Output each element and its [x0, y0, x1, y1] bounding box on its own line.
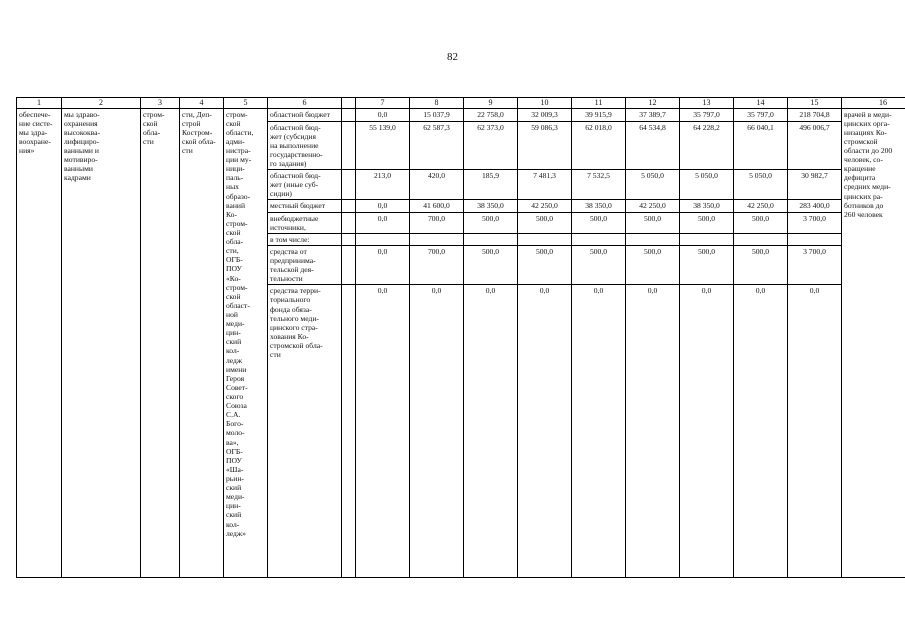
value-cell: 15 037,9 — [410, 108, 464, 121]
value-cell: 213,0 — [356, 170, 410, 200]
value-cell: 500,0 — [572, 245, 626, 284]
value-cell: 66 040,1 — [734, 121, 788, 170]
total-cell: 283 400,0 — [788, 200, 842, 212]
funding-source-cell: местный бюджет — [268, 200, 342, 212]
total-cell: 218 704,8 — [788, 108, 842, 121]
value-cell: 420,0 — [410, 170, 464, 200]
funding-source-cell: средства терри- ториального фонда обяза- тельного меди- цинского стра- хования Ко- стромской обла- сти — [268, 285, 342, 578]
funding-source-cell: областной бюд- жет (субсидия на выполнение государственно- го задания) — [268, 121, 342, 170]
value-cell: 500,0 — [518, 245, 572, 284]
expected-result-cell: врачей в меди- цинских орга- низациях Ко- стромской области до 200 человек, со- кращение дефицита средних меди- цинских ра- ботников до 260 человек — [842, 108, 905, 578]
coexecutor-cell: сти, Деп- строй Костром- ской обла- сти — [180, 108, 224, 578]
total-cell: 496 006,7 — [788, 121, 842, 170]
funding-source-cell: в том числе: — [268, 233, 342, 245]
value-cell: 500,0 — [464, 212, 518, 233]
column-header: 12 — [626, 98, 680, 109]
value-cell: 500,0 — [680, 245, 734, 284]
value-cell — [464, 233, 518, 245]
column-header: 16 — [842, 98, 905, 109]
column-header: 15 — [788, 98, 842, 109]
value-cell: 42 250,0 — [734, 200, 788, 212]
funding-source-cell: внебюджетные источники, — [268, 212, 342, 233]
spacer-cell — [342, 200, 356, 212]
participants-cell: стром- ской области, адми- нистра- ции му- ници- паль- ных образо- ваний Ко- стром- ской обла- сти, ОГБ- ПОУ «Ко- стром- ской област- ной меди- цин- ский кол- ледж имени Героя Совет- ского Союза С.А. Бого- моло- ва», ОГБ- ПОУ «Ша- рьин- ский меди- цин- ский кол- ледж» — [224, 108, 268, 578]
value-cell: 500,0 — [518, 212, 572, 233]
value-cell: 0,0 — [356, 200, 410, 212]
value-cell: 0,0 — [356, 245, 410, 284]
value-cell — [626, 233, 680, 245]
value-cell: 64 534,8 — [626, 121, 680, 170]
column-header: 13 — [680, 98, 734, 109]
value-cell: 7 481,3 — [518, 170, 572, 200]
column-header: 3 — [141, 98, 180, 109]
column-header: 9 — [464, 98, 518, 109]
value-cell: 35 797,0 — [680, 108, 734, 121]
column-header: 1 — [17, 98, 62, 109]
value-cell: 7 532,5 — [572, 170, 626, 200]
value-cell: 0,0 — [572, 285, 626, 578]
value-cell: 500,0 — [680, 212, 734, 233]
table-row — [17, 108, 905, 121]
value-cell: 700,0 — [410, 212, 464, 233]
value-cell: 0,0 — [626, 285, 680, 578]
value-cell: 700,0 — [410, 245, 464, 284]
total-cell: 30 982,7 — [788, 170, 842, 200]
value-cell: 500,0 — [464, 245, 518, 284]
value-cell: 62 018,0 — [572, 121, 626, 170]
value-cell: 0,0 — [410, 285, 464, 578]
value-cell — [410, 233, 464, 245]
value-cell — [572, 233, 626, 245]
spacer-cell — [342, 285, 356, 578]
column-number-row — [17, 98, 905, 109]
total-cell — [788, 233, 842, 245]
value-cell: 5 050,0 — [680, 170, 734, 200]
task-cell: обеспече- ние систе- мы здра- воохране- ния» — [17, 108, 62, 578]
spacer-cell — [342, 212, 356, 233]
value-cell: 500,0 — [626, 245, 680, 284]
value-cell — [680, 233, 734, 245]
value-cell: 55 139,0 — [356, 121, 410, 170]
value-cell: 64 228,2 — [680, 121, 734, 170]
value-cell: 5 050,0 — [734, 170, 788, 200]
value-cell: 35 797,0 — [734, 108, 788, 121]
value-cell: 39 915,9 — [572, 108, 626, 121]
value-cell: 42 250,0 — [626, 200, 680, 212]
value-cell: 22 758,0 — [464, 108, 518, 121]
value-cell: 41 600,0 — [410, 200, 464, 212]
value-cell: 62 373,0 — [464, 121, 518, 170]
value-cell: 38 350,0 — [680, 200, 734, 212]
value-cell — [356, 233, 410, 245]
value-cell: 38 350,0 — [572, 200, 626, 212]
column-header: 8 — [410, 98, 464, 109]
value-cell: 0,0 — [518, 285, 572, 578]
value-cell: 42 250,0 — [518, 200, 572, 212]
column-header: 11 — [572, 98, 626, 109]
value-cell: 0,0 — [356, 212, 410, 233]
page-number: 82 — [447, 51, 458, 63]
value-cell: 5 050,0 — [626, 170, 680, 200]
value-cell — [734, 233, 788, 245]
value-cell: 185,9 — [464, 170, 518, 200]
funding-source-cell: областной бюджет — [268, 108, 342, 121]
total-cell: 3 700,0 — [788, 245, 842, 284]
value-cell: 38 350,0 — [464, 200, 518, 212]
column-header: 5 — [224, 98, 268, 109]
column-header: 10 — [518, 98, 572, 109]
value-cell: 62 587,3 — [410, 121, 464, 170]
column-header: 7 — [356, 98, 410, 109]
value-cell: 37 389,7 — [626, 108, 680, 121]
spacer-cell — [342, 170, 356, 200]
column-header: 14 — [734, 98, 788, 109]
value-cell: 500,0 — [734, 212, 788, 233]
column-header — [342, 98, 356, 109]
value-cell: 32 009,3 — [518, 108, 572, 121]
funding-source-cell: областной бюд- жет (иные суб- сидии) — [268, 170, 342, 200]
value-cell: 59 086,3 — [518, 121, 572, 170]
total-cell: 0,0 — [788, 285, 842, 578]
value-cell: 500,0 — [734, 245, 788, 284]
coordinator-cell: стром- ской обла- сти — [141, 108, 180, 578]
value-cell: 500,0 — [626, 212, 680, 233]
value-cell: 0,0 — [464, 285, 518, 578]
value-cell: 500,0 — [572, 212, 626, 233]
spacer-cell — [342, 108, 356, 121]
spacer-cell — [342, 233, 356, 245]
column-header: 4 — [180, 98, 224, 109]
value-cell: 0,0 — [356, 285, 410, 578]
program-budget-table — [16, 97, 905, 578]
goal-cell: мы здраво- охранения высококва- лифициро- ванными и мотивиро- ванными кадрами — [62, 108, 141, 578]
column-header: 2 — [62, 98, 141, 109]
total-cell: 3 700,0 — [788, 212, 842, 233]
value-cell — [518, 233, 572, 245]
spacer-cell — [342, 245, 356, 284]
value-cell: 0,0 — [680, 285, 734, 578]
funding-source-cell: средства от предпринима- тельской дея- тельности — [268, 245, 342, 284]
spacer-cell — [342, 121, 356, 170]
value-cell: 0,0 — [734, 285, 788, 578]
value-cell: 0,0 — [356, 108, 410, 121]
column-header: 6 — [268, 98, 342, 109]
